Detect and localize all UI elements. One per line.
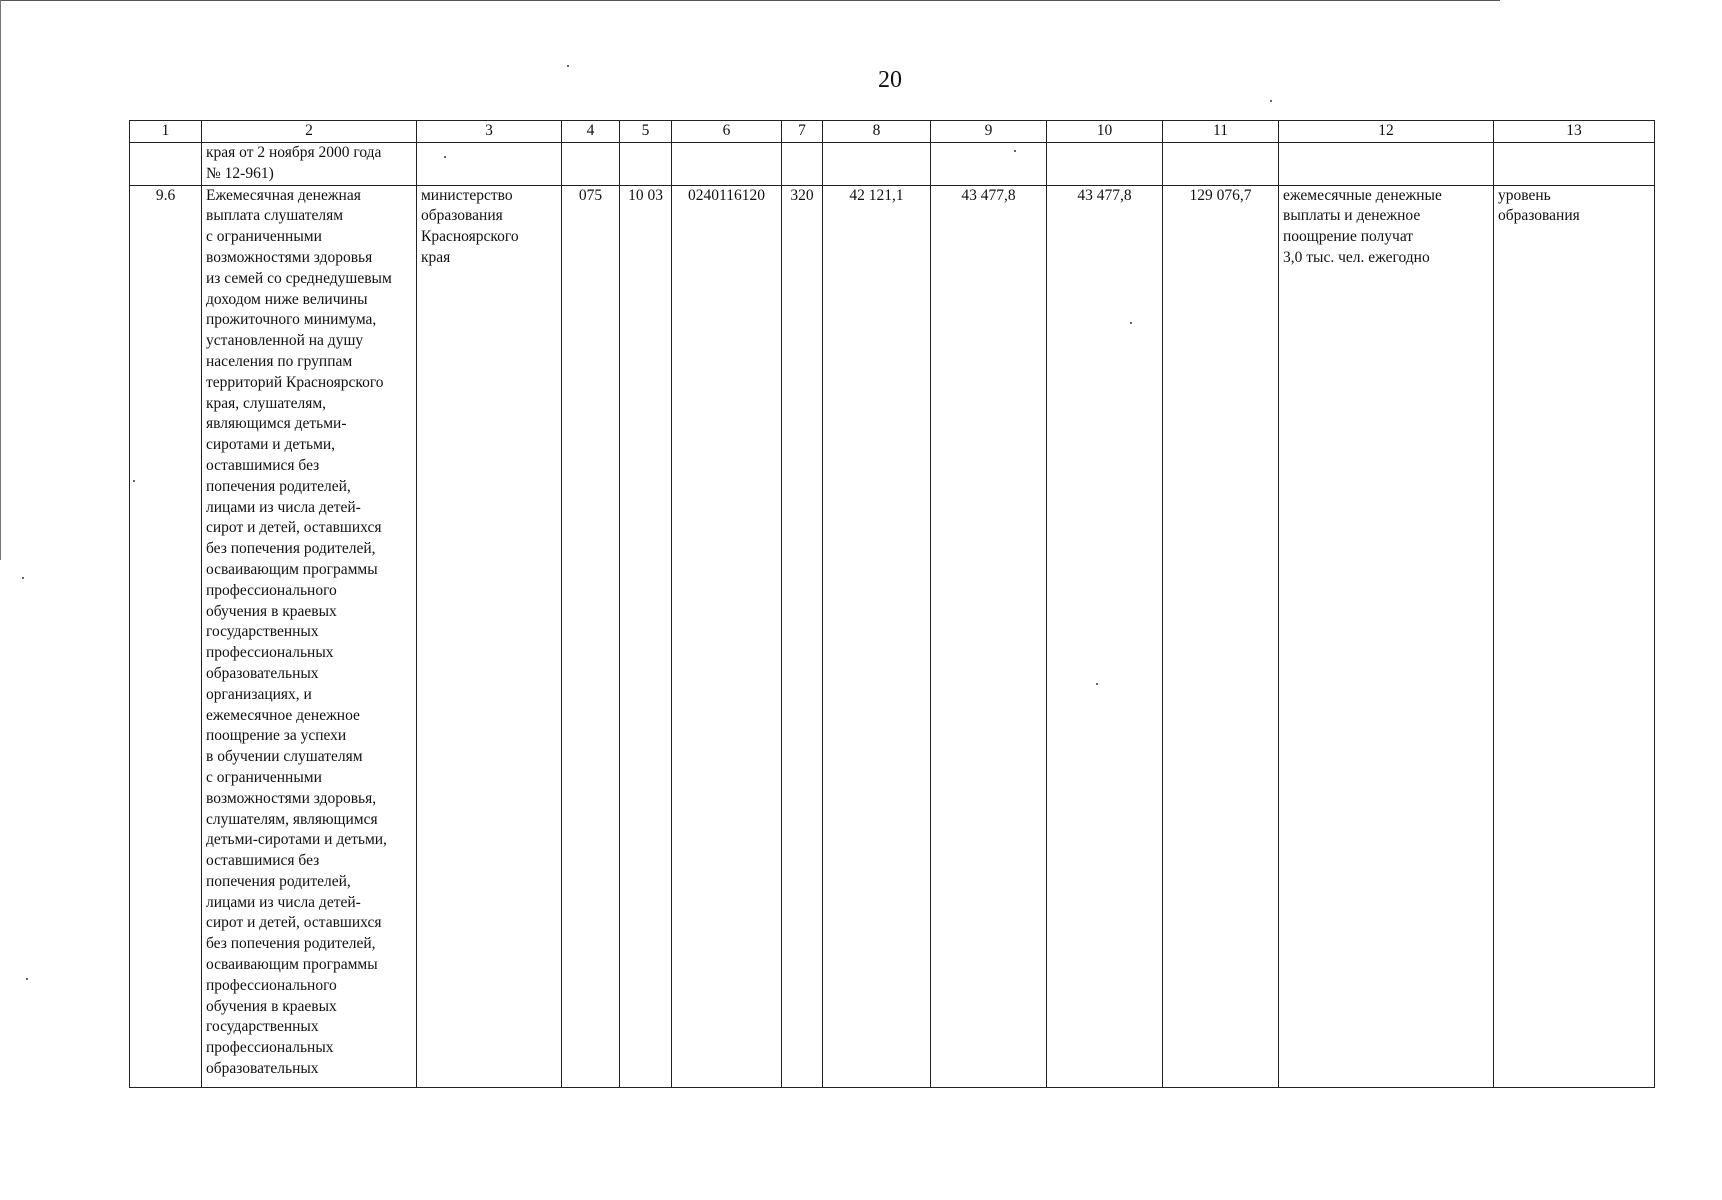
col-header-10: 10 — [1047, 121, 1163, 143]
col-header-5: 5 — [620, 121, 672, 143]
cont-cell-2: края от 2 ноября 2000 года № 12-961) — [202, 143, 417, 186]
row-expected-result: ежемесячные денежные выплаты и денежное поощрение получат 3,0 тыс. чел. ежегодно — [1279, 185, 1494, 1087]
scan-edge-top — [0, 0, 1500, 1]
row-executor: министерство образования Красноярского края — [417, 185, 562, 1087]
page-number: 20 — [878, 67, 902, 93]
scan-edge-left — [0, 0, 1, 560]
row-csr-code: 0240116120 — [672, 185, 782, 1087]
scan-speck — [22, 577, 24, 579]
row-amount-year-3: 43 477,8 — [1047, 185, 1163, 1087]
table-row-9-6 — [130, 185, 1655, 1087]
header-row — [130, 121, 1655, 143]
row-amount-year-2: 43 477,8 — [931, 185, 1047, 1087]
cont-cell-9 — [931, 143, 1047, 186]
col-header-4: 4 — [562, 121, 620, 143]
cont-cell-11 — [1163, 143, 1279, 186]
row-name: Ежемесячная денежная выплата слушателям с ограниченными возможностями здоровья из семей со среднедушевым доходом ниже величины прожиточного минимума, установленной на душу населения по группам территорий Красноярского края, слушателям, являющимся детьми- сиротами и детьми, оставшимися без попечения родителей, лицами из числа детей- сирот и детей, оставшихся без попечения родителей, осваивающим программы профессионального обучения в краевых государственных профессиональных образовательных организациях, и ежемесячное денежное поощрение за успехи в обучении слушателям с ограниченными возможностями здоровья, слушателям, являющимся детьми-сиротами и детьми, оставшимися без попечения родителей, лицами из числа детей- сирот и детей, оставшихся без попечения родителей, осваивающим программы профессионального обучения в краевых государственных профессиональных образовательных — [202, 185, 417, 1087]
col-header-7: 7 — [782, 121, 823, 143]
col-header-3: 3 — [417, 121, 562, 143]
col-header-13: 13 — [1494, 121, 1655, 143]
cont-cell-5 — [620, 143, 672, 186]
row-index: 9.6 — [130, 185, 202, 1087]
col-header-8: 8 — [823, 121, 931, 143]
col-header-11: 11 — [1163, 121, 1279, 143]
cont-cell-7 — [782, 143, 823, 186]
cont-cell-1 — [130, 143, 202, 186]
scan-speck — [26, 978, 28, 980]
row-level: уровень образования — [1494, 185, 1655, 1087]
cont-cell-6 — [672, 143, 782, 186]
scan-speck — [567, 65, 569, 67]
row-vr-code: 320 — [782, 185, 823, 1087]
cont-cell-3 — [417, 143, 562, 186]
cont-cell-13 — [1494, 143, 1655, 186]
table-row-continuation — [130, 143, 1655, 186]
row-grbs-code: 075 — [562, 185, 620, 1087]
budget-table — [129, 120, 1655, 1088]
scan-speck — [1270, 100, 1272, 102]
cont-cell-10 — [1047, 143, 1163, 186]
cont-cell-4 — [562, 143, 620, 186]
row-amount-total: 129 076,7 — [1163, 185, 1279, 1087]
col-header-2: 2 — [202, 121, 417, 143]
col-header-9: 9 — [931, 121, 1047, 143]
row-amount-year-1: 42 121,1 — [823, 185, 931, 1087]
cont-cell-8 — [823, 143, 931, 186]
col-header-12: 12 — [1279, 121, 1494, 143]
row-rzpr-code: 10 03 — [620, 185, 672, 1087]
col-header-6: 6 — [672, 121, 782, 143]
col-header-1: 1 — [130, 121, 202, 143]
cont-cell-12 — [1279, 143, 1494, 186]
